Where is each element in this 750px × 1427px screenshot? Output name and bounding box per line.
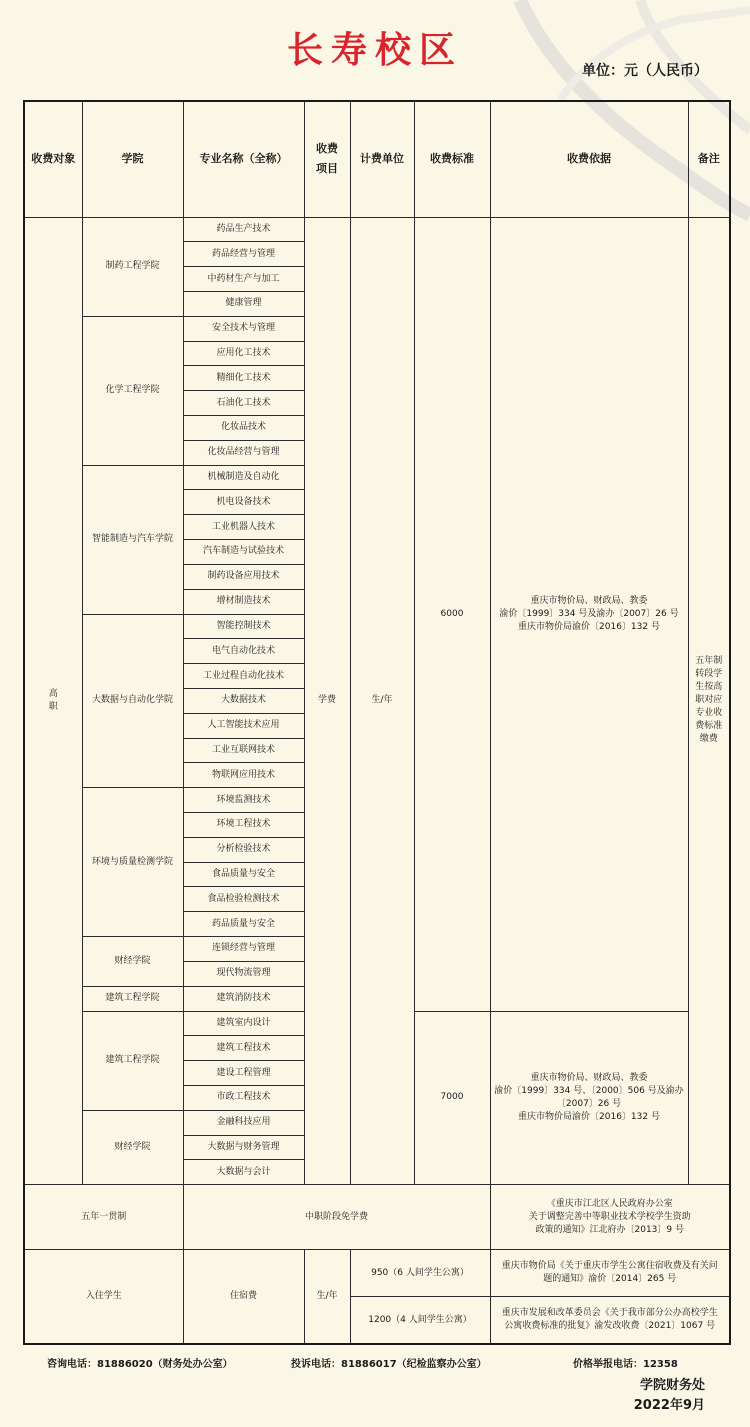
note-line: 费标准 <box>695 721 723 732</box>
price-report-phone: 价格举报电话：12358 <box>573 1359 678 1370</box>
college-cell: 化学工程学院 <box>82 316 183 465</box>
college-cell: 环境与质量检测学院 <box>82 788 183 937</box>
dorm-standard: 950（6 人间学生公寓） <box>350 1250 490 1297</box>
header-cell: 收费标准 <box>414 101 490 217</box>
basis-cell <box>490 217 688 1011</box>
page-title: 长寿校区 <box>286 30 463 71</box>
major-cell: 环境监测技术 <box>183 788 304 813</box>
basis-line: 《重庆市江北区人民政府办公室 <box>546 1198 673 1209</box>
major-cell: 分析检验技术 <box>183 837 304 862</box>
major-cell: 现代物流管理 <box>183 961 304 986</box>
major-cell: 连锁经营与管理 <box>183 937 304 962</box>
major-cell: 化妆品经营与管理 <box>183 440 304 465</box>
major-cell: 大数据与财务管理 <box>183 1135 304 1160</box>
major-cell: 机电设备技术 <box>183 490 304 515</box>
note-line: 职对应 <box>695 695 723 706</box>
standard-cell: 7000 <box>414 1011 490 1185</box>
header-cell: 学院 <box>82 101 183 217</box>
basis-line: 〔2007〕26 号 <box>556 1098 622 1109</box>
major-cell: 精细化工技术 <box>183 366 304 391</box>
major-cell: 环境工程技术 <box>183 813 304 838</box>
header-cell: 计费单位 <box>350 101 414 217</box>
college-cell: 建筑工程学院 <box>82 986 183 1011</box>
header-cell: 专业名称（全称） <box>183 101 304 217</box>
currency-unit: 单位：元（人民币） <box>582 63 708 79</box>
five-year-row <box>24 1185 730 1250</box>
major-cell: 食品检验检测技术 <box>183 887 304 912</box>
dorm-row <box>24 1250 730 1297</box>
dorm-basis <box>490 1250 730 1297</box>
major-cell: 建筑消防技术 <box>183 986 304 1011</box>
basis-line: 关于调整完善中等职业技术学校学生资助 <box>528 1211 691 1222</box>
dorm-item: 住宿费 <box>183 1250 304 1344</box>
basis-line: 重庆市物价局渝价〔2016〕132 号 <box>518 621 660 632</box>
major-cell: 药品质量与安全 <box>183 912 304 937</box>
basis-line: 重庆市物价局、财政局、教委 <box>530 1072 648 1083</box>
major-cell: 增材制造技术 <box>183 589 304 614</box>
major-cell: 工业互联网技术 <box>183 738 304 763</box>
major-cell: 化妆品技术 <box>183 416 304 441</box>
fee-table <box>23 100 731 1345</box>
major-cell: 健康管理 <box>183 291 304 316</box>
college-cell: 智能制造与汽车学院 <box>82 465 183 614</box>
major-cell: 工业过程自动化技术 <box>183 664 304 689</box>
major-cell: 石油化工技术 <box>183 391 304 416</box>
five-year-basis <box>490 1185 730 1250</box>
header-fee-item-line2: 项目 <box>316 162 338 176</box>
header-row <box>24 101 730 217</box>
basis-line: 重庆市物价局、财政局、教委 <box>530 595 648 606</box>
basis-line: 题的通知》渝价〔2014〕265 号 <box>543 1274 677 1285</box>
issue-date: 2022年9月 <box>633 1398 705 1413</box>
fee-item-cell: 学费 <box>304 217 350 1185</box>
billing-unit-cell: 生/年 <box>350 217 414 1185</box>
major-cell: 应用化工技术 <box>183 341 304 366</box>
major-cell: 建筑工程技术 <box>183 1036 304 1061</box>
major-cell: 中药材生产与加工 <box>183 267 304 292</box>
major-cell: 物联网应用技术 <box>183 763 304 788</box>
basis-line: 重庆市发展和改革委员会《关于我市部分公办高校学生 <box>501 1308 718 1319</box>
major-cell: 大数据与会计 <box>183 1160 304 1185</box>
college-cell: 制药工程学院 <box>82 217 183 316</box>
dorm-unit: 生/年 <box>304 1250 350 1344</box>
major-cell: 制药设备应用技术 <box>183 564 304 589</box>
header-cell: 收费依据 <box>490 101 688 217</box>
note-line: 五年制 <box>695 656 723 667</box>
major-cell: 市政工程技术 <box>183 1085 304 1110</box>
complaint-phone: 投诉电话：81886017（纪检监察办公室） <box>291 1359 487 1370</box>
level-char: 职 <box>48 701 58 712</box>
basis-line: 重庆市物价局《关于重庆市学生公寓住宿收费及有关问 <box>501 1261 718 1272</box>
finance-office: 学院财务处 <box>639 1378 705 1393</box>
major-cell: 药品生产技术 <box>183 217 304 242</box>
header-cell: 收费对象 <box>24 101 82 217</box>
five-year-fee: 中职阶段免学费 <box>183 1185 490 1250</box>
major-cell: 建筑室内设计 <box>183 1011 304 1036</box>
major-cell: 汽车制造与试验技术 <box>183 540 304 565</box>
major-cell: 食品质量与安全 <box>183 862 304 887</box>
major-cell: 大数据技术 <box>183 688 304 713</box>
dorm-label: 入住学生 <box>24 1250 183 1344</box>
major-cell: 机械制造及自动化 <box>183 465 304 490</box>
five-year-label: 五年一贯制 <box>24 1185 183 1250</box>
fee-table-body <box>24 217 730 1344</box>
note-line: 生按高 <box>695 682 723 693</box>
basis-cell <box>490 1011 688 1185</box>
basis-line: 渝价〔1999〕334 号、〔2000〕506 号及渝办 <box>494 1085 684 1096</box>
standard-cell: 6000 <box>414 217 490 1011</box>
major-cell: 智能控制技术 <box>183 614 304 639</box>
major-cell: 药品经营与管理 <box>183 242 304 267</box>
major-cell: 安全技术与管理 <box>183 316 304 341</box>
major-cell: 金融科技应用 <box>183 1110 304 1135</box>
basis-line: 公寓收费标准的批复》渝发改收费〔2021〕1067 号 <box>504 1321 716 1332</box>
note-cell <box>688 217 730 1185</box>
basis-line: 渝价〔1999〕334 号及渝办〔2007〕26 号 <box>499 608 679 619</box>
college-cell: 财经学院 <box>82 937 183 987</box>
college-cell: 大数据与自动化学院 <box>82 614 183 788</box>
note-line: 转段学 <box>695 669 723 680</box>
note-line: 缴费 <box>699 734 718 745</box>
header-fee-item-line1: 收费 <box>316 142 338 156</box>
basis-line: 政策的通知》江北府办〔2013〕9 号 <box>535 1224 684 1235</box>
major-cell: 人工智能技术应用 <box>183 713 304 738</box>
header-cell: 备注 <box>688 101 730 217</box>
college-cell: 建筑工程学院 <box>82 1011 183 1110</box>
consult-phone: 咨询电话：81886020（财务处办公室） <box>47 1359 233 1370</box>
major-cell: 建设工程管理 <box>183 1061 304 1086</box>
header-cell <box>304 101 350 217</box>
dorm-basis <box>490 1297 730 1344</box>
basis-line: 重庆市物价局渝价〔2016〕132 号 <box>518 1111 660 1122</box>
table-row <box>24 217 730 242</box>
major-cell: 工业机器人技术 <box>183 515 304 540</box>
note-line: 专业收 <box>695 708 723 719</box>
college-cell: 财经学院 <box>82 1110 183 1184</box>
dorm-standard: 1200（4 人间学生公寓） <box>350 1297 490 1344</box>
level-char: 高 <box>48 688 58 699</box>
level-cell <box>24 217 82 1185</box>
major-cell: 电气自动化技术 <box>183 639 304 664</box>
